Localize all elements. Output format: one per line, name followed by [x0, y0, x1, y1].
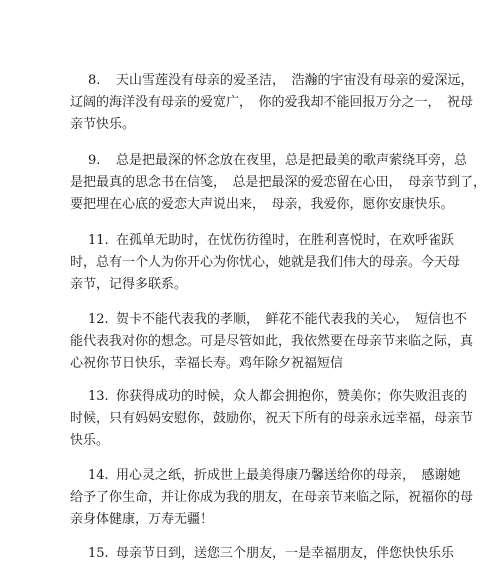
entry-number: 11. — [88, 233, 109, 248]
entry-15 — [88, 543, 455, 565]
entry-11 — [70, 230, 461, 296]
entry-text: 母亲节日到，送您三个朋友，一是幸福朋友，伴您快快乐乐 — [116, 546, 455, 561]
entry-text: 在孤单无助时，在忧伤彷徨时，在胜利喜悦时，在欢呼雀跃 — [116, 233, 455, 248]
entry-text: 快乐。 — [70, 433, 110, 448]
entry-text: 时，总有一个人为你开心为你忧心，她就是我们伟大的母亲。今天母 — [70, 255, 461, 270]
entry-9 — [70, 150, 487, 216]
entry-text: 是把最真的思念书在信笺， 总是把最深的爱恋留在心田， 母亲节到了， — [70, 175, 487, 190]
entry-text: 总是把最深的怀念放在夜里，总是把最美的歌声萦绕耳旁，总 — [116, 153, 468, 168]
entry-text: 贺卡不能代表我的孝顺， 鲜花不能代表我的关心， 短信也不 — [116, 312, 468, 327]
entry-number: 13. — [88, 389, 109, 404]
entry-number: 12. — [88, 312, 109, 327]
entry-text: 亲节，记得多联系。 — [70, 277, 188, 292]
entry-text: 能代表我对你的想念。可是尽管如此，我依然要在母亲节来临之际，真 — [70, 334, 474, 349]
entry-14 — [70, 465, 474, 531]
entry-text: 你获得成功的时候，众人都会拥抱你，赞美你；你失败沮丧的 — [116, 389, 468, 404]
entry-text: 给予了你生命，并让你成为我的朋友，在母亲节来临之际，祝福你的母 — [70, 490, 474, 505]
entry-text: 亲节快乐。 — [70, 117, 136, 132]
entry-text: 辽阔的海洋没有母亲的爱宽广， 你的爱我却不能回报万分之一， 祝母 — [70, 95, 474, 110]
entry-8 — [70, 70, 474, 136]
entry-text: 用心灵之纸，折成世上最美得康乃馨送给你的母亲， 感谢她 — [116, 468, 461, 483]
entry-number: 15. — [88, 546, 109, 561]
entry-number: 14. — [88, 468, 109, 483]
entry-text: 天山雪莲没有母亲的爱圣洁， 浩瀚的宇宙没有母亲的爱深远， — [116, 73, 474, 88]
entry-text: 心祝你节日快乐，幸福长寿。鸡年除夕祝福短信 — [70, 356, 344, 371]
entry-text: 亲身体健康，万寿无疆！ — [70, 512, 214, 527]
entry-13 — [70, 386, 474, 452]
entry-text: 要把埋在心底的爱恋大声说出来， 母亲，我爱你，愿你安康快乐。 — [70, 197, 454, 212]
entry-text: 时候，只有妈妈安慰你，鼓励你，祝天下所有的母亲永远幸福，母亲节 — [70, 411, 474, 426]
entry-12 — [70, 309, 474, 375]
entry-number: 8. — [88, 73, 101, 88]
entry-number: 9. — [88, 153, 101, 168]
